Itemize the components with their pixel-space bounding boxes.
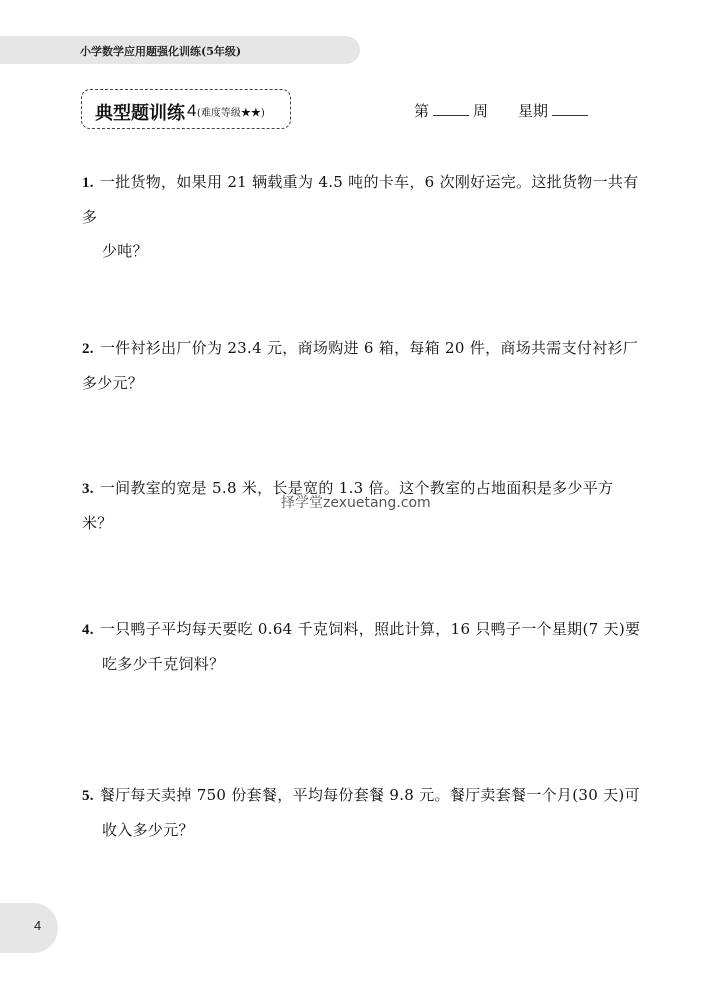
question-text: 一只鸭子平均每天要吃 0.64 千克饲料，照此计算，16 只鸭子一个星期(7 天)要 (99, 620, 641, 638)
question-number: 5. (82, 788, 94, 804)
week-label-zhou: 周 (473, 102, 489, 120)
question-number: 1. (82, 175, 94, 191)
weekday-label: 星期 (518, 102, 549, 120)
question-4 (82, 612, 642, 681)
page-number-tab (0, 903, 58, 953)
question-number: 3. (82, 481, 94, 497)
question-5 (82, 778, 642, 847)
question-2 (82, 331, 642, 400)
question-number: 4. (82, 622, 94, 638)
section-number: 4 (187, 101, 197, 120)
question-text: 一间教室的宽是 5.8 米，长是宽的 1.3 倍。这个教室的占地面积是多少平方米？ (82, 479, 614, 532)
section-title: 典型题训练 (95, 103, 185, 124)
week-label-di: 第 (414, 102, 430, 120)
week-fill-in (414, 99, 592, 121)
week-number-blank[interactable] (433, 99, 469, 116)
question-number: 2. (82, 341, 94, 357)
weekday-blank[interactable] (552, 99, 588, 116)
watermark: 择学堂zexuetang.com (281, 495, 431, 511)
question-1 (82, 165, 642, 268)
question-text-continued: 吃多少千克饲料？ (102, 655, 225, 673)
difficulty-label: (难度等级★★) (197, 108, 265, 119)
book-title: 小学数学应用题强化训练(5年级) (80, 45, 242, 58)
question-text: 一件衬衫出厂价为 23.4 元，商场购进 6 箱，每箱 20 件，商场共需支付衬衫厂多少元？ (82, 339, 639, 392)
question-text-continued: 少吨？ (102, 242, 148, 260)
question-text: 餐厅每天卖掉 750 份套餐，平均每份套餐 9.8 元。餐厅卖套餐一个月(30 天)可 (99, 786, 640, 804)
page-number: 4 (34, 918, 42, 933)
question-text: 一批货物，如果用 21 辆载重为 4.5 吨的卡车，6 次刚好运完。这批货物一共有多 (82, 173, 639, 226)
question-text-continued: 收入多少元？ (102, 821, 194, 839)
